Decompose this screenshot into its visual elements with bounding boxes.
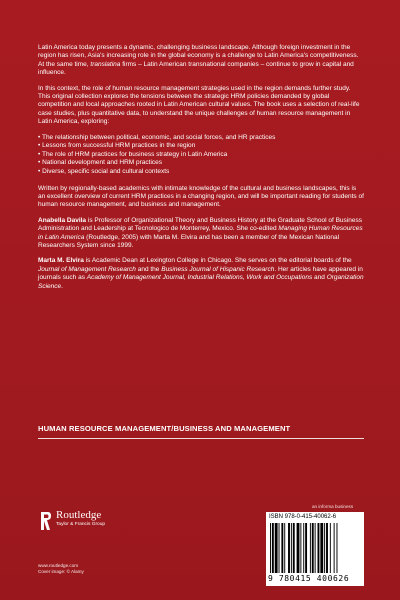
isbn-label: ISBN 978-0-415-40062-6 (269, 514, 337, 520)
list-item: • Diverse, specific social and cultural contexts (38, 168, 364, 177)
list-item: • The relationship between political, economic, and social forces, and HR practices (38, 134, 364, 143)
barcode-digits: 9 780415 400626 (268, 574, 350, 583)
topic-list (38, 134, 364, 177)
cover-credit: Cover image: © Alamy (38, 569, 84, 575)
intro-paragraph-2: In this context, the role of human resource management strategies used in the region demands further study. This original collection explores the tensions between the strategic HRM policies demanded by global competition and local approaches rooted in Latin American cultural values. The book uses a selection of real-life case studies, plus quantitative data, to understand the unique challenges of human resource management in Latin America, exploring: (38, 84, 360, 126)
publisher (56, 510, 105, 528)
list-item: • Lessons from successful HRM practices in the region (38, 142, 364, 151)
intro-paragraph-1: Latin America today presents a dynamic, challenging business landscape. Although foreign investment in the region has risen, Asia's increasing role in the global economy is a challenge to Latin America's competitiveness. At the same time, translatina firms – Latin American transnational companies – continue to grow in capital and influence. (38, 44, 359, 77)
informa-tagline: an informa business (312, 504, 354, 509)
publisher-group: Taylor & Francis Group (56, 522, 106, 527)
list-item: • National development and HRM practices (38, 159, 364, 168)
summary-paragraph: Written by regionally-based academics with intimate knowledge of the cultural and business landscapes, this is an excellent overview of current HRM practices in a changing region, and will be important reading for students of human resource management, and business and management. (38, 184, 364, 209)
barcode-bars-icon (270, 523, 360, 573)
author-bio-elvira: Marta M. Elvira is Academic Dean at Lexington College in Chicago. She serves on the editorial boards of the Journal of Management Research and the Business Journal of Hispanic Research. Her articles have appeared in journals such as Academy of Management Journal, Industrial Relations, Work and Occupations and Organization Science. (38, 257, 364, 290)
footer (38, 563, 84, 575)
publisher-name: Routledge (56, 509, 102, 521)
author-bio-davila: Anabella Davila is Professor of Organizational Theory and Business History at the Graduate School of Business Administration and Leadership at Tecnologico de Monterrey, Mexico. She co-edited Managing Human Resources in Latin America (Routledge, 2005) with Marta M. Elvira and has been a member of the Mexican National Researchers System since 1999. (38, 216, 363, 250)
blurb (38, 44, 364, 298)
subject-category: HUMAN RESOURCE MANAGEMENT/BUSINESS AND MANAGEMENT (38, 424, 291, 433)
routledge-logo-icon (38, 510, 52, 532)
list-item: • The role of HRM practices for business strategy in Latin America (38, 151, 364, 160)
divider (38, 438, 364, 439)
barcode (266, 512, 364, 586)
publisher-url: www.routledge.com (38, 563, 79, 568)
